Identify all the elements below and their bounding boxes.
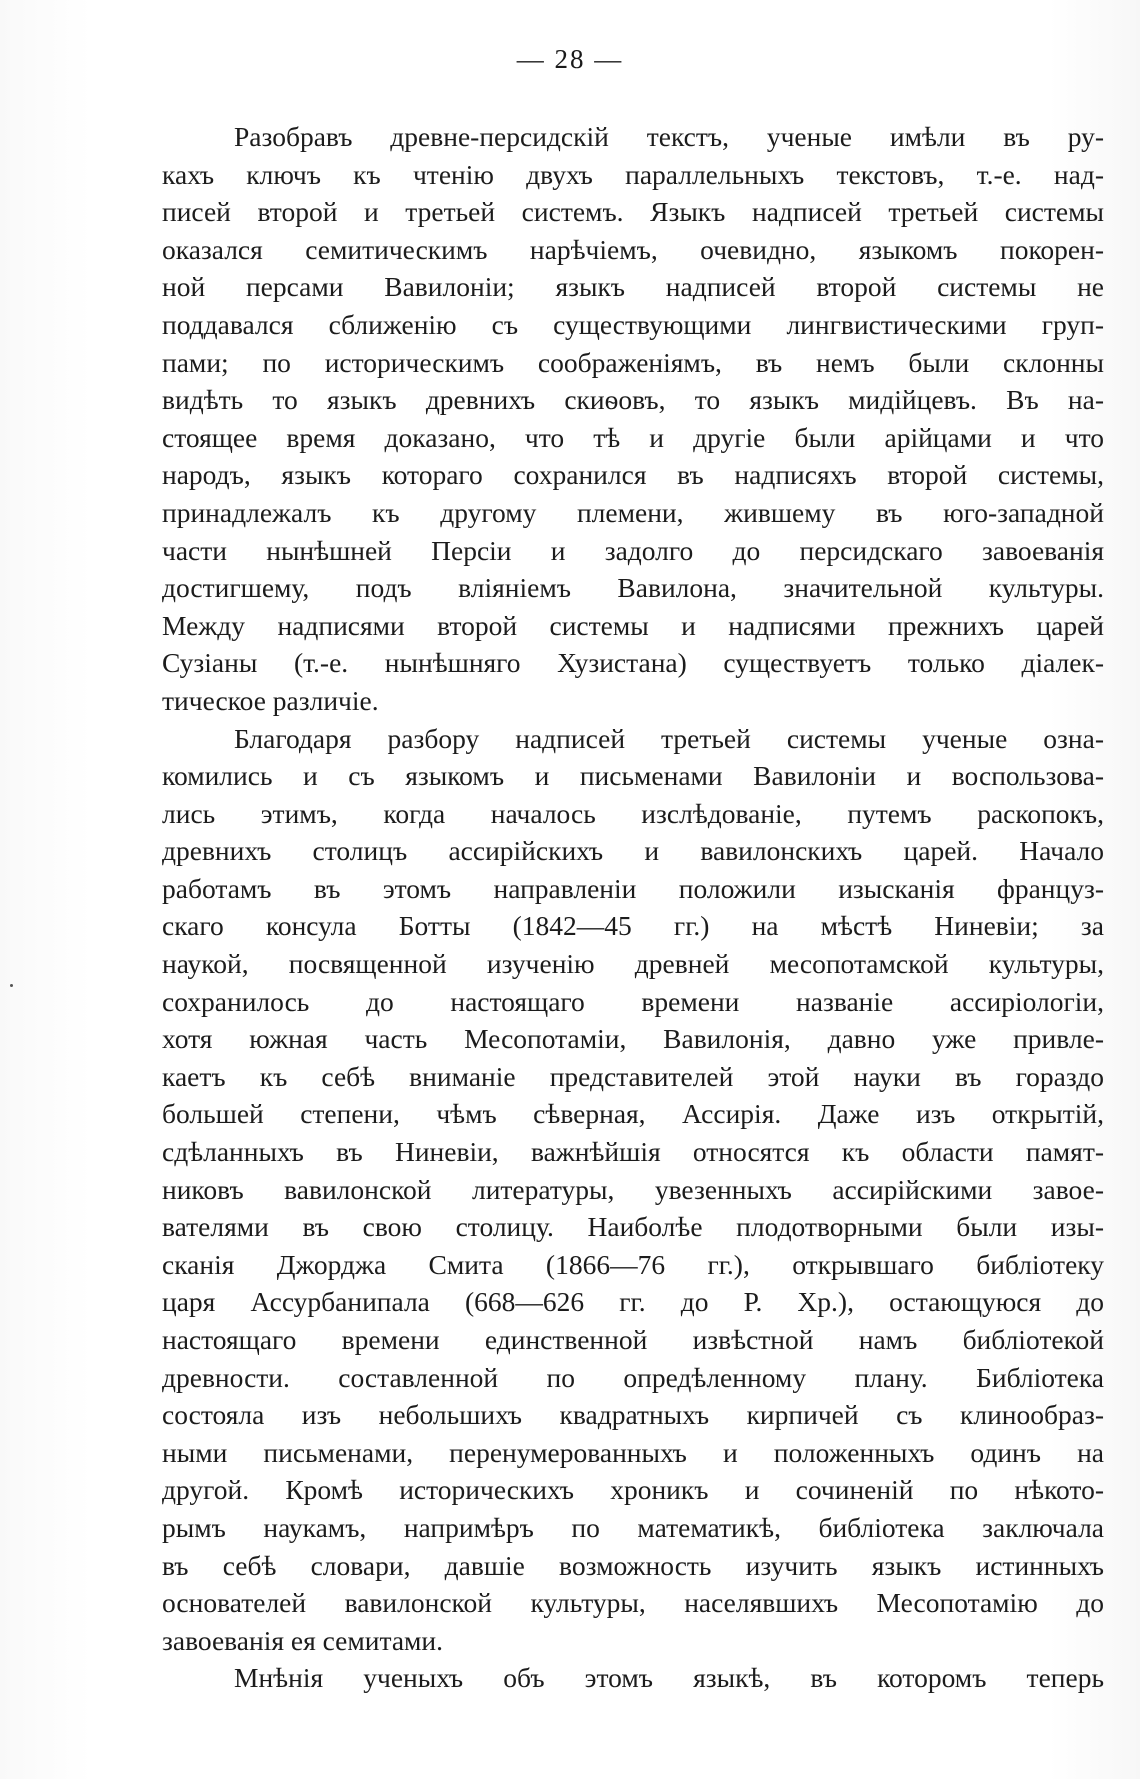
text-line: писей второй и третьей системъ. Языкъ надписей третьей системы: [162, 196, 1104, 228]
text-line: Между надписями второй системы и надписями прежнихъ царей: [162, 609, 1104, 641]
text-line: царя Ассурбанипала (668—626 гг. до Р. Хр.), остающуюся до: [162, 1286, 1104, 1318]
text-line: работамъ въ этомъ направленіи положили изысканія француз-: [162, 872, 1104, 904]
text-line: ной персами Вавилоніи; языкъ надписей второй системы не: [162, 271, 1104, 303]
text-line: пами; по историческимъ соображеніямъ, въ немъ были склонны: [162, 346, 1104, 378]
text-line: наукой, посвященной изученію древней месопотамской культуры,: [162, 948, 1104, 980]
text-line: каетъ къ себѣ вниманіе представителей этой науки въ гораздо: [162, 1060, 1104, 1092]
text-line: поддавался сближенію съ существующими лингвистическими груп-: [162, 308, 1104, 340]
text-line: принадлежалъ къ другому племени, жившему въ юго-западной: [162, 496, 1104, 528]
text-line: никовъ вавилонской литературы, увезенныхъ ассирійскими завое-: [162, 1173, 1104, 1205]
text-line: Мнѣнія ученыхъ объ этомъ языкѣ, въ которомъ теперь: [234, 1662, 1104, 1694]
text-line: лись этимъ, когда началось изслѣдованіе, путемъ раскопокъ,: [162, 797, 1104, 829]
text-line: оказался семитическимъ нарѣчіемъ, очевидно, языкомъ покорен-: [162, 233, 1104, 265]
text-line: большей степени, чѣмъ сѣверная, Ассирія. Даже изъ открытій,: [162, 1098, 1104, 1130]
text-line: части нынѣшней Персіи и задолго до персидскаго завоеванія: [162, 534, 1104, 566]
text-line: Разобравъ древне-персидскій текстъ, ученые имѣли въ ру-: [234, 121, 1104, 152]
body-text: [162, 118, 1104, 1697]
text-line: другой. Кромѣ историческихъ хроникъ и сочиненій по нѣкото-: [162, 1474, 1104, 1506]
text-line: кахъ ключъ къ чтенію двухъ параллельныхъ текстовъ, т.-е. над-: [162, 158, 1104, 190]
text-line: сдѣланныхъ въ Ниневіи, важнѣйшія относятся къ области памят-: [162, 1136, 1104, 1168]
text-line: въ себѣ словари, давшіе возможность изучить языкъ истинныхъ: [162, 1549, 1104, 1581]
text-line: скаго консула Ботты (1842—45 гг.) на мѣстѣ Ниневіи; за: [162, 910, 1104, 942]
text-line: древности. составленной по опредѣленному плану. Библіотека: [162, 1361, 1104, 1393]
text-line: завоеванія ея семитами.: [162, 1624, 444, 1656]
text-line: Благодаря разбору надписей третьей системы ученые озна-: [234, 722, 1104, 754]
text-line: настоящаго времени единственной извѣстной намъ библіотекой: [162, 1324, 1104, 1355]
text-line: древнихъ столицъ ассирійскихъ и вавилонскихъ царей. Начало: [162, 835, 1104, 867]
text-line: сканія Джорджа Смита (1866—76 гг.), открывшаго библіотеку: [162, 1248, 1104, 1280]
text-line: состояла изъ небольшихъ квадратныхъ кирпичей съ клинообраз-: [162, 1399, 1104, 1431]
text-line: комились и съ языкомъ и письменами Вавилоніи и воспользова-: [162, 760, 1104, 792]
text-line: вателями въ свою столицу. Наиболѣе плодотворными были изы-: [162, 1211, 1104, 1243]
paragraph-1: [162, 118, 1104, 720]
text-line: народъ, языкъ котораго сохранился въ надписяхъ второй системы,: [162, 459, 1104, 491]
text-line: рымъ наукамъ, напримѣръ по математикѣ, библіотека заключала: [162, 1511, 1104, 1543]
text-line: достигшему, подъ вліяніемъ Вавилона, значительной культуры.: [162, 572, 1104, 604]
text-line: стоящее время доказано, что тѣ и другіе были арійцами и что: [162, 421, 1104, 453]
text-line: основателей вавилонской культуры, населявшихъ Месопотамію до: [162, 1587, 1104, 1619]
paragraph-3: [162, 1659, 1104, 1697]
scan-speck: [10, 984, 13, 987]
paragraph-2: [162, 720, 1104, 1660]
text-line: Сузіаны (т.-е. нынѣшняго Хузистана) существуетъ только діалек-: [162, 647, 1104, 679]
text-line: видѣть то языкъ древнихъ скиѳовъ, то языкъ мидійцевъ. Въ на-: [162, 384, 1104, 416]
text-line: ными письменами, перенумерованныхъ и положенныхъ одинъ на: [162, 1436, 1104, 1468]
page-number: — 28 —: [516, 44, 624, 74]
text-line: тическое различіе.: [162, 684, 379, 716]
text-line: сохранилось до настоящаго времени названіе ассиріологіи,: [162, 985, 1104, 1017]
text-line: хотя южная часть Месопотаміи, Вавилонія, давно уже привле-: [162, 1023, 1104, 1055]
